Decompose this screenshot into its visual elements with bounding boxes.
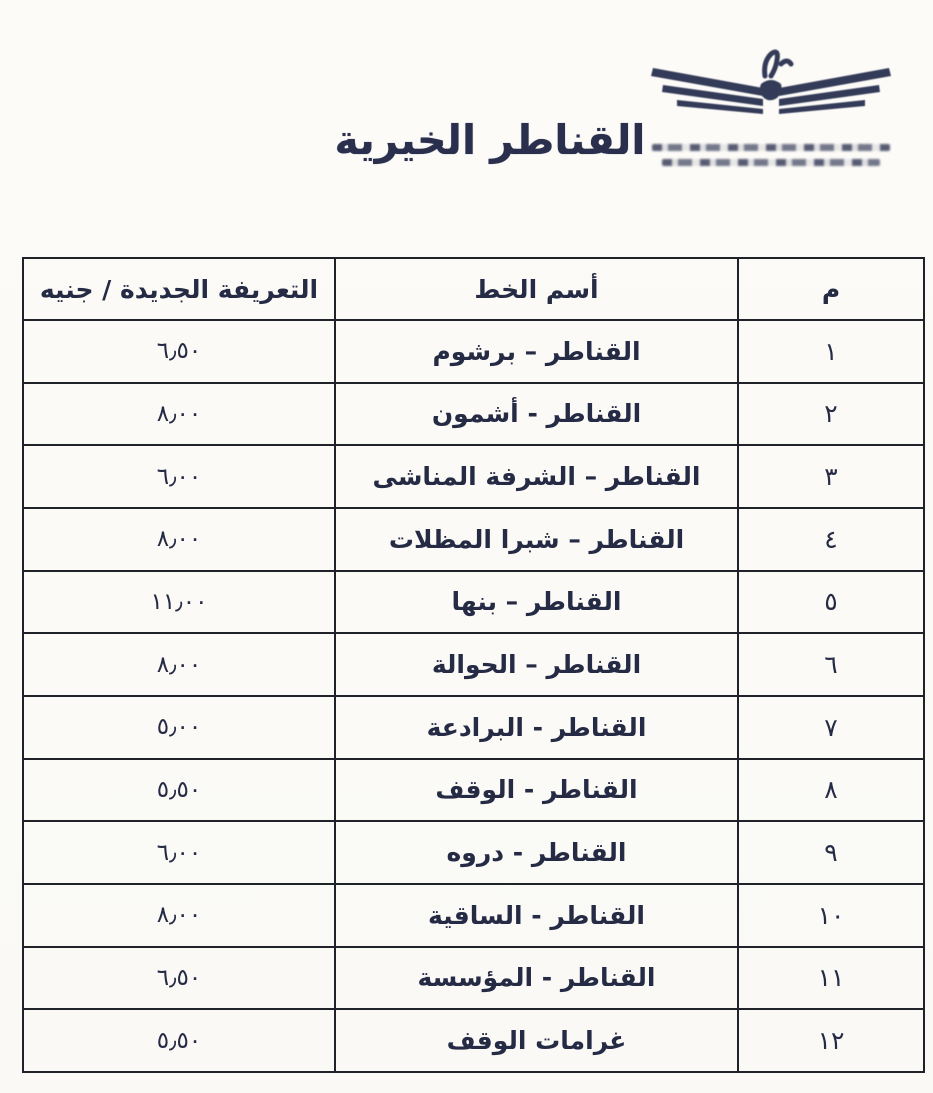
table-row bbox=[23, 696, 924, 759]
row-index-cell: ٥ bbox=[738, 571, 924, 634]
fare-cell: ٥٫٥٠ bbox=[23, 759, 335, 822]
line-name-cell: القناطر – شبرا المظلات bbox=[335, 508, 738, 571]
row-index-cell: ١ bbox=[738, 320, 924, 383]
table-row bbox=[23, 383, 924, 446]
table-row bbox=[23, 571, 924, 634]
col-header-fare: التعريفة الجديدة / جنيه bbox=[23, 258, 335, 320]
fare-cell: ٨٫٠٠ bbox=[23, 508, 335, 571]
fare-cell: ٨٫٠٠ bbox=[23, 383, 335, 446]
row-index-cell: ١١ bbox=[738, 947, 924, 1010]
line-name-cell: القناطر – برشوم bbox=[335, 320, 738, 383]
line-name-cell: القناطر – الشرفة المناشى bbox=[335, 445, 738, 508]
line-name-cell: القناطر - المؤسسة bbox=[335, 947, 738, 1010]
row-index-cell: ١٠ bbox=[738, 884, 924, 947]
fare-cell: ١١٫٠٠ bbox=[23, 571, 335, 634]
table-row bbox=[23, 947, 924, 1010]
col-header-line: أسم الخط bbox=[335, 258, 738, 320]
table-row bbox=[23, 508, 924, 571]
line-name-cell: القناطر - البرادعة bbox=[335, 696, 738, 759]
fare-cell: ٦٫٠٠ bbox=[23, 821, 335, 884]
header-row bbox=[23, 258, 924, 320]
line-name-cell: غرامات الوقف bbox=[335, 1009, 738, 1072]
fare-cell: ٥٫٥٠ bbox=[23, 1009, 335, 1072]
line-name-cell: القناطر - دروه bbox=[335, 821, 738, 884]
table-row bbox=[23, 320, 924, 383]
page-title: القناطر الخيرية bbox=[334, 116, 646, 164]
fare-table bbox=[22, 257, 925, 1073]
col-header-index: م bbox=[738, 258, 924, 320]
table-row bbox=[23, 1009, 924, 1072]
fare-cell: ٨٫٠٠ bbox=[23, 633, 335, 696]
row-index-cell: ٩ bbox=[738, 821, 924, 884]
row-index-cell: ٤ bbox=[738, 508, 924, 571]
row-index-cell: ٢ bbox=[738, 383, 924, 446]
table-row bbox=[23, 759, 924, 822]
fare-cell: ٨٫٠٠ bbox=[23, 884, 335, 947]
fare-cell: ٦٫٥٠ bbox=[23, 320, 335, 383]
line-name-cell: القناطر - الوقف bbox=[335, 759, 738, 822]
line-name-cell: القناطر - أشمون bbox=[335, 383, 738, 446]
table-row bbox=[23, 884, 924, 947]
row-index-cell: ٧ bbox=[738, 696, 924, 759]
fare-cell: ٦٫٠٠ bbox=[23, 445, 335, 508]
fare-cell: ٥٫٠٠ bbox=[23, 696, 335, 759]
row-index-cell: ٦ bbox=[738, 633, 924, 696]
table-row bbox=[23, 633, 924, 696]
row-index-cell: ٣ bbox=[738, 445, 924, 508]
table-row bbox=[23, 445, 924, 508]
line-name-cell: القناطر – بنها bbox=[335, 571, 738, 634]
line-name-cell: القناطر - الساقية bbox=[335, 884, 738, 947]
fare-cell: ٦٫٥٠ bbox=[23, 947, 335, 1010]
table-row bbox=[23, 821, 924, 884]
row-index-cell: ٨ bbox=[738, 759, 924, 822]
row-index-cell: ١٢ bbox=[738, 1009, 924, 1072]
line-name-cell: القناطر – الحوالة bbox=[335, 633, 738, 696]
